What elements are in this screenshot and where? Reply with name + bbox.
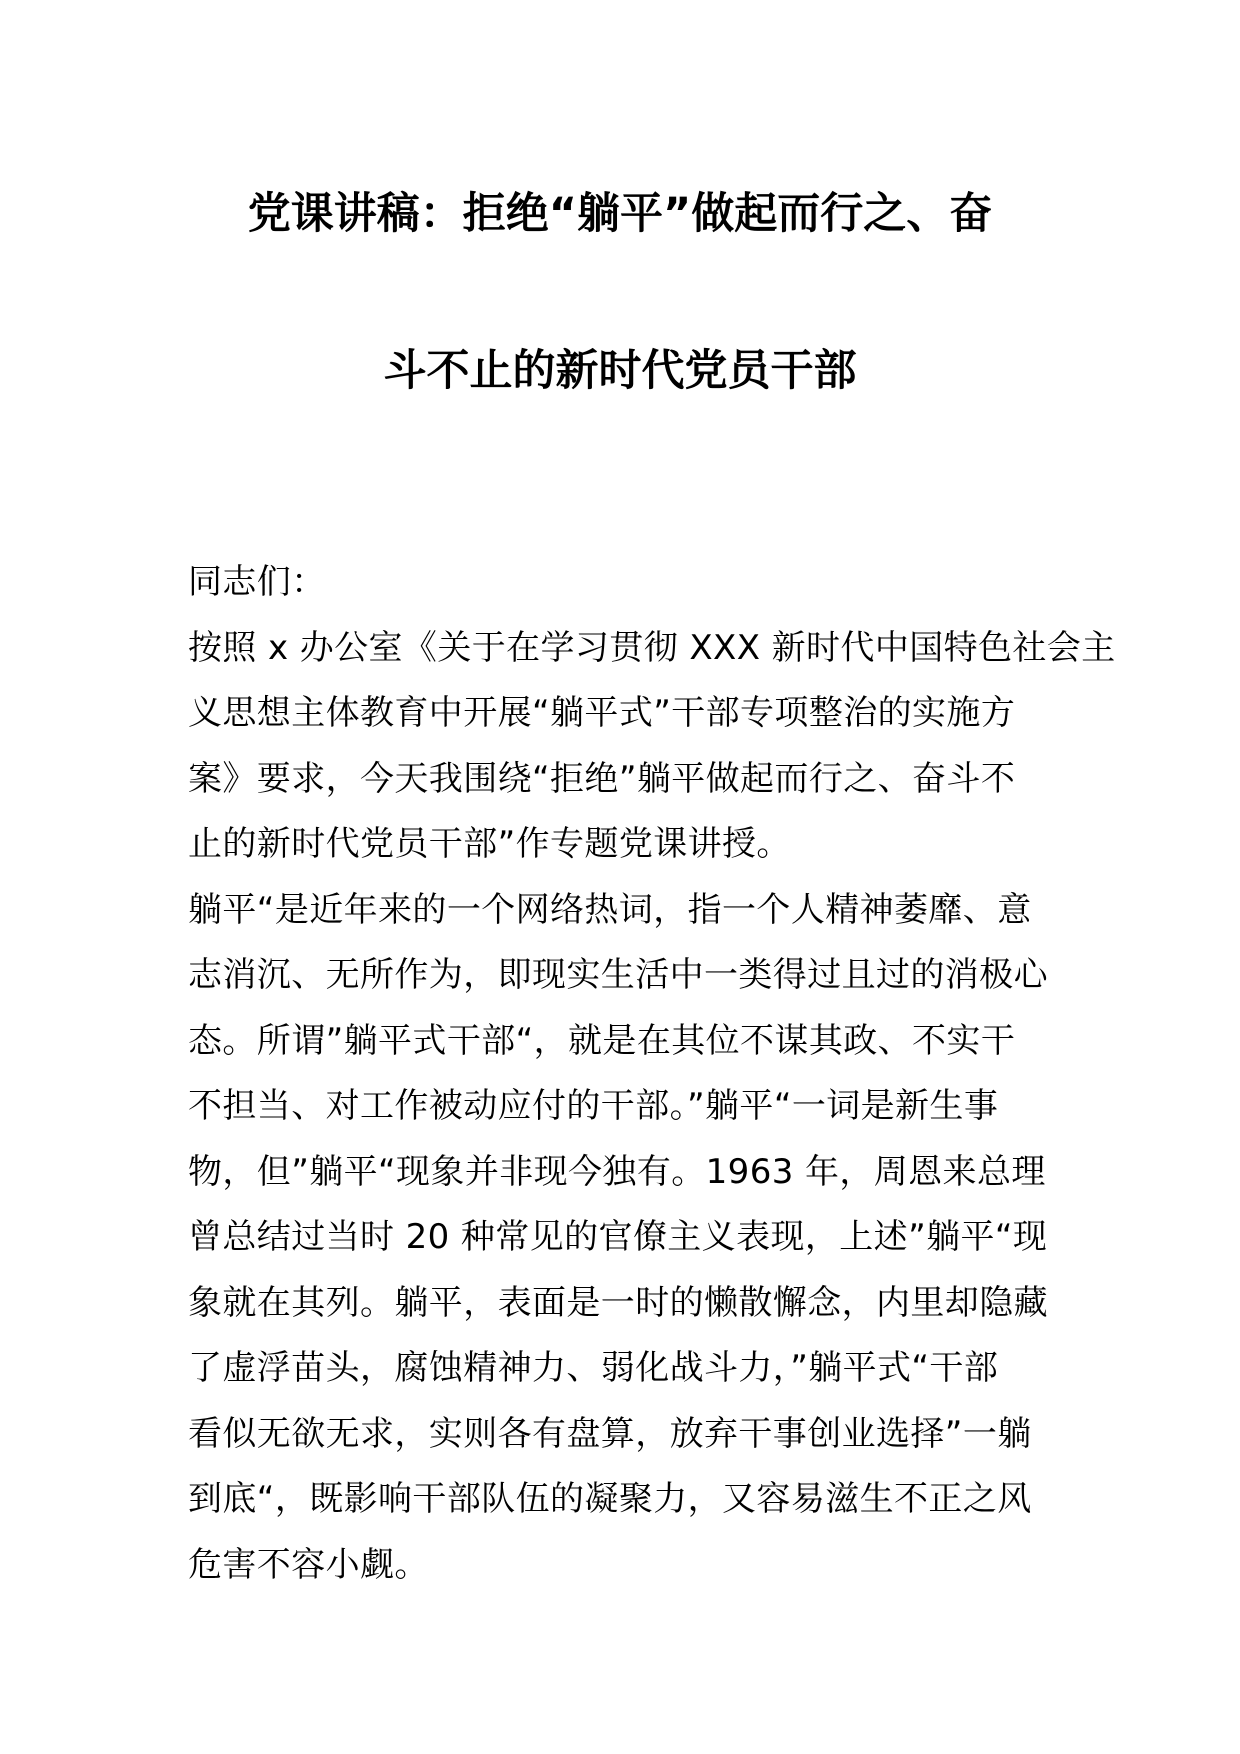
body-line: 止的新时代党员干部”作专题党课讲授。 bbox=[188, 824, 791, 864]
document-body bbox=[188, 550, 1116, 1598]
body-line: 危害不容小觑。 bbox=[188, 1544, 429, 1585]
body-line: 曾总结过当时 20 种常见的官僚主义表现，上述”躺平“现 bbox=[188, 1217, 1048, 1257]
title-line-2: 斗不止的新时代党员干部 bbox=[383, 346, 857, 396]
body-line: 象就在其列。躺平，表面是一时的懒散懈念，内里却隐藏 bbox=[188, 1282, 1048, 1323]
body-line: 义思想主体教育中开展“躺平式”干部专项整治的实施方 bbox=[188, 693, 1016, 733]
body-line: 物，但”躺平“现象并非现今独有。1963 年，周恩来总理 bbox=[188, 1151, 1046, 1192]
body-line: 志消沉、无所作为，即现实生活中一类得过且过的消极心 bbox=[188, 955, 1048, 995]
body-line: 按照 x 办公室《关于在学习贯彻 XXX 新时代中国特色社会主 bbox=[188, 627, 1116, 668]
body-line: 案》要求，今天我围绕“拒绝”躺平做起而行之、奋斗不 bbox=[188, 758, 1016, 799]
body-line: 了虚浮苗头，腐蚀精神力、弱化战斗力，”躺平式“干部 bbox=[188, 1348, 999, 1388]
title-line-1: 党课讲稿：拒绝“躺平”做起而行之、奋 bbox=[247, 189, 993, 239]
body-line: 看似无欲无求，实则各有盘算，放弃干事创业选择”一躺 bbox=[188, 1413, 1032, 1454]
body-line: 躺平“是近年来的一个网络热词，指一个人精神萎靡、意 bbox=[188, 889, 1032, 930]
body-line: 态。所谓”躺平式干部“，就是在其位不谋其政、不实干 bbox=[188, 1020, 1016, 1061]
body-line: 到底“，既影响干部队伍的凝聚力，又容易滋生不正之风 bbox=[188, 1479, 1032, 1519]
body-line: 不担当、对工作被动应付的干部。”躺平“一词是新生事 bbox=[188, 1086, 999, 1126]
salutation-line: 同志们： bbox=[188, 562, 326, 602]
document-title bbox=[150, 190, 1090, 395]
